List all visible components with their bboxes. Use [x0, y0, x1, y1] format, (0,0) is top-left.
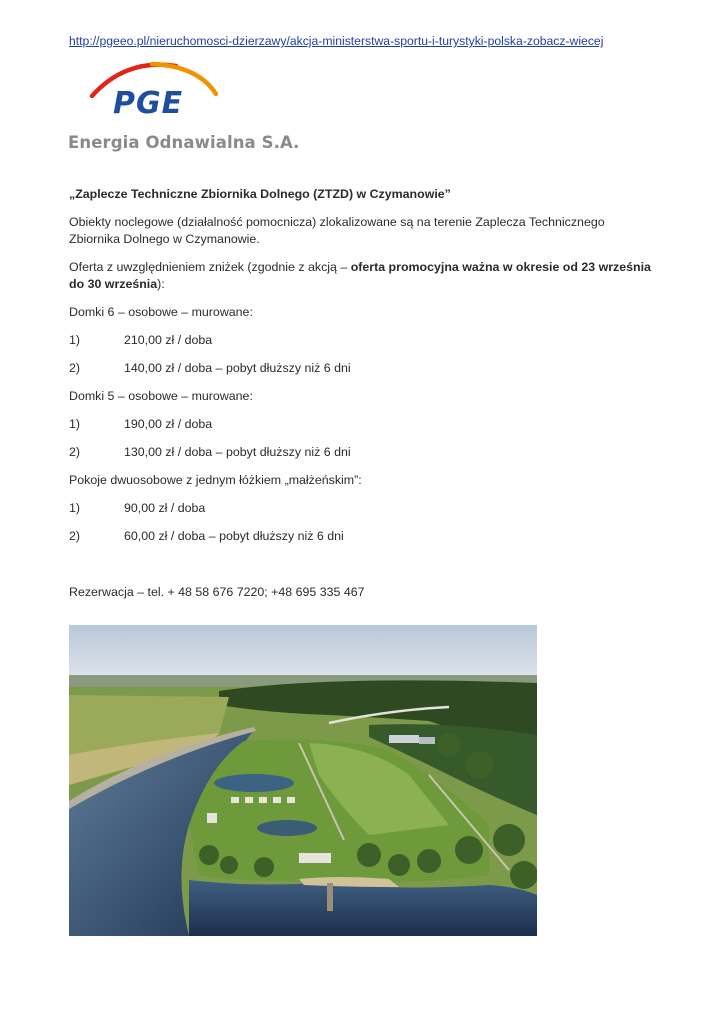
- pge-logo: [66, 60, 300, 160]
- price-item-text: 60,00 zł / doba – pobyt dłuższy niż 6 dni: [124, 529, 344, 543]
- section-title: Domki 6 – osobowe – murowane:: [69, 305, 253, 319]
- aerial-photo: [69, 625, 537, 936]
- price-item-number: 2): [69, 529, 81, 543]
- intro-paragraph: Obiekty noclegowe (działalność pomocnicza) zlokalizowane są na terenie Zaplecza Technicznego Zbiornika Dolnego w Czymanowie.: [69, 215, 605, 246]
- price-item-text: 90,00 zł / doba: [124, 501, 206, 515]
- section-title: Domki 5 – osobowe – murowane:: [69, 389, 253, 403]
- price-item: [69, 332, 659, 349]
- price-item: [69, 444, 659, 461]
- aerial-photo-image: [69, 625, 537, 936]
- price-item-number: 1): [69, 333, 81, 347]
- price-item-number: 2): [69, 361, 81, 375]
- document-heading: „Zaplecze Techniczne Zbiornika Dolnego (ZTZD) w Czymanowie”: [69, 187, 451, 201]
- price-item: [69, 500, 659, 517]
- offer-paragraph: [69, 259, 659, 293]
- document-body: [69, 186, 659, 612]
- pge-logo-brand: PGE: [113, 86, 184, 121]
- price-item: [69, 528, 659, 545]
- offer-prefix: Oferta z uwzględnieniem zniżek (zgodnie z akcją –: [69, 260, 351, 274]
- price-item-number: 2): [69, 445, 81, 459]
- price-item-text: 140,00 zł / doba – pobyt dłuższy niż 6 dni: [124, 361, 351, 375]
- section-title: Pokoje dwuosobowe z jednym łóżkiem „małżeńskim”:: [69, 473, 362, 487]
- price-item-text: 190,00 zł / doba: [124, 417, 213, 431]
- pge-logo-subtitle: Energia Odnawialna S.A.: [68, 133, 300, 152]
- reservation-contact: Rezerwacja – tel. + 48 58 676 7220; +48 695 335 467: [69, 585, 365, 599]
- pge-logo-mark: [66, 60, 226, 130]
- price-item-text: 130,00 zł / doba – pobyt dłuższy niż 6 dni: [124, 445, 351, 459]
- price-item: [69, 360, 659, 377]
- offer-suffix: ):: [157, 277, 165, 291]
- source-url-link[interactable]: http://pgeeo.pl/nieruchomosci-dzierzawy/akcja-ministerstwa-sportu-i-turystyki-polska-zobacz-wiecej: [69, 34, 604, 48]
- price-item-number: 1): [69, 417, 81, 431]
- price-item: [69, 416, 659, 433]
- price-item-text: 210,00 zł / doba: [124, 333, 213, 347]
- offer-promo-text: oferta promocyjna ważna w okresie od 23 września do 30 września: [69, 260, 651, 291]
- price-item-number: 1): [69, 501, 81, 515]
